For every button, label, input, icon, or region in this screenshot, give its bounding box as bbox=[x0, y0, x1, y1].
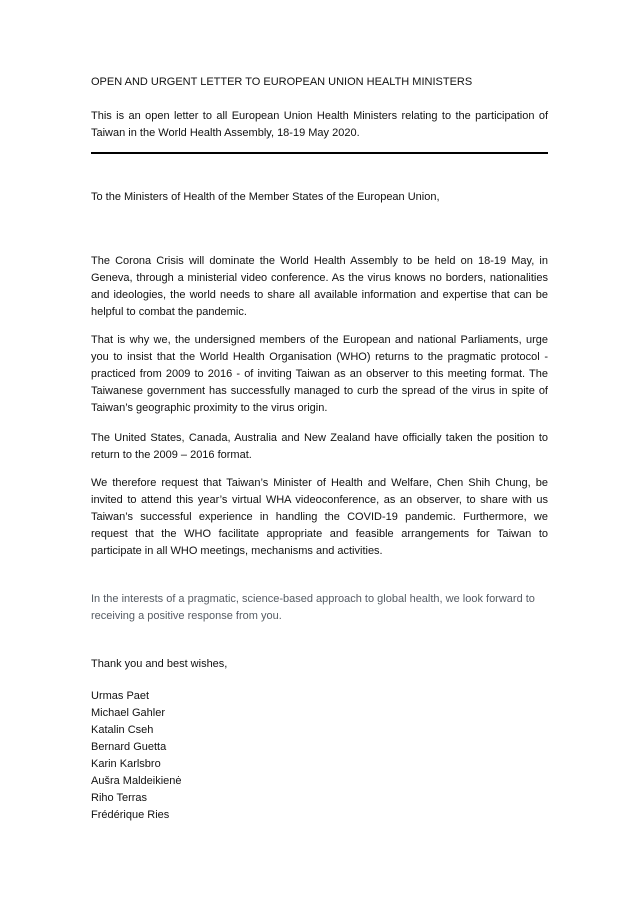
signatory-name: Bernard Guetta bbox=[91, 741, 167, 753]
closing-line: Thank you and best wishes, bbox=[91, 658, 228, 670]
signatory-name: Frédérique Ries bbox=[91, 809, 170, 821]
salutation: To the Ministers of Health of the Member States of the European Union, bbox=[91, 191, 440, 203]
signatory-name: Riho Terras bbox=[91, 792, 148, 804]
signatories-list bbox=[91, 688, 548, 824]
signatory-name: Urmas Paet bbox=[91, 690, 150, 702]
letter-intro: This is an open letter to all European Union Health Ministers relating to the participation of Taiwan in the World Health Assembly, 18-19 May 2020. bbox=[91, 110, 548, 139]
signatory-name: Aušra Maldeikienė bbox=[91, 775, 182, 787]
paragraph-countries-position: The United States, Canada, Australia and New Zealand have officially taken the position to return to the 2009 – 2016 format. bbox=[91, 432, 548, 461]
paragraph-pragmatic-protocol: That is why we, the undersigned members of the European and national Parliaments, urge you to insist that the World Health Organisation (WHO) returns to the pragmatic protocol - practiced from 2009 to 2016 - of inviting Taiwan as an observer to this meeting format. The Taiwanese government has successfully managed to curb the spread of the virus in spite of Taiwan’s geographic proximity to the virus origin. bbox=[91, 334, 548, 414]
divider-line bbox=[91, 152, 548, 154]
signatory-name: Karin Karlsbro bbox=[91, 758, 161, 770]
paragraph-corona-crisis: The Corona Crisis will dominate the World Health Assembly to be held on 18-19 May, in Geneva, through a ministerial video conference. As the virus knows no borders, nationalities and ideologies, the world needs to share all available information and expertise that can be helpful to combat the pandemic. bbox=[91, 255, 548, 318]
paragraph-closing-remark: In the interests of a pragmatic, science-based approach to global health, we look forward to receiving a positive response from you. bbox=[91, 593, 535, 622]
paragraph-request: We therefore request that Taiwan’s Minister of Health and Welfare, Chen Shih Chung, be invited to attend this year’s virtual WHA videoconference, as an observer, to share with us Taiwan’s successful experience in handling the COVID-19 pandemic. Furthermore, we request that the WHO facilitate appropriate and feasible arrangements for Taiwan to participate in all WHO meetings, mechanisms and activities. bbox=[91, 477, 548, 557]
signatory-name: Michael Gahler bbox=[91, 707, 165, 719]
letter-title: OPEN AND URGENT LETTER TO EUROPEAN UNION HEALTH MINISTERS bbox=[91, 76, 473, 88]
signatory-name: Katalin Cseh bbox=[91, 724, 154, 736]
